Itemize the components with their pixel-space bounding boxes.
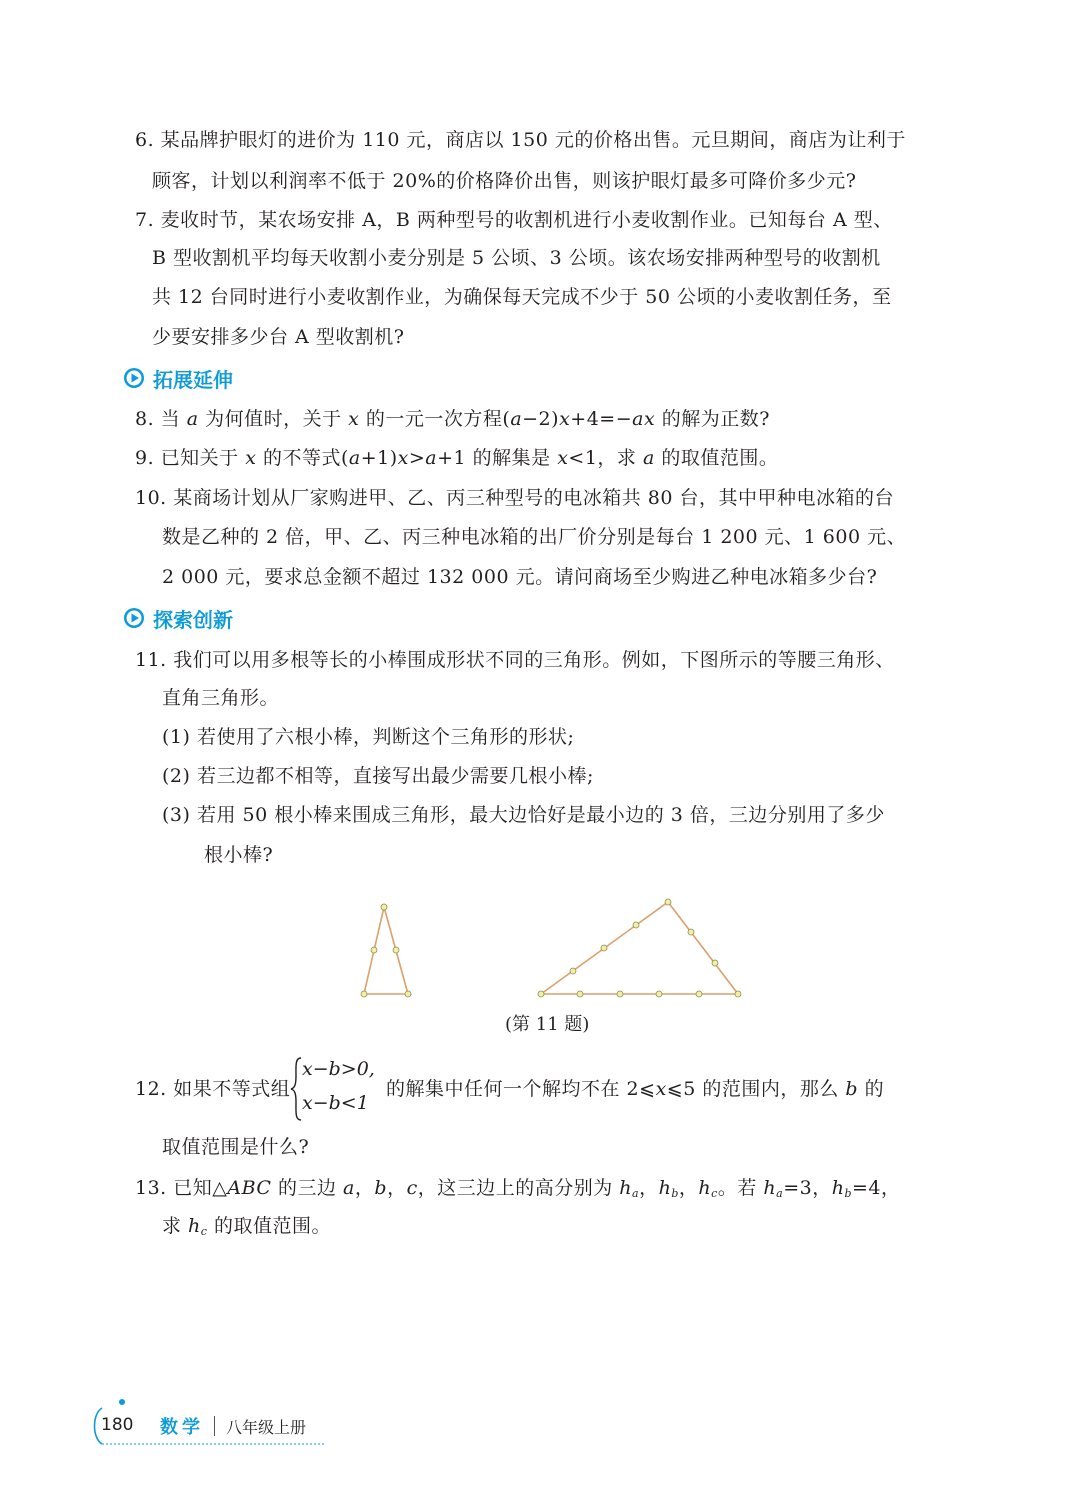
- left-brace-icon: [290, 1056, 302, 1122]
- problem-10-line-3: 2 000 元，要求总金额不超过 132 000 元。请问商场至少购进乙种电冰箱多少台?: [162, 566, 878, 588]
- inequality-system: [290, 1056, 390, 1122]
- play-circle-icon: [123, 607, 145, 629]
- problem-6-line-2: 顾客，计划以利润率不低于 20%的价格降价出售，则该护眼灯最多可降价多少元?: [152, 170, 857, 192]
- inequality-1: x−b>0,: [302, 1058, 375, 1080]
- problem-7-line-4: 少要安排多少台 A 型收割机?: [152, 326, 405, 348]
- problem-13-line-1: 13. 已知△ABC 的三边 a，b，c，这三边上的高分别为 $h_a$，$h_b$，$h_c$。若 $h_a=3$，$h_b=4$，: [135, 1177, 901, 1200]
- play-circle-icon: [123, 367, 145, 389]
- page-number: 180: [101, 1415, 134, 1435]
- isosceles-triangle: [364, 907, 408, 994]
- figure-caption: (第 11 题): [505, 1014, 590, 1035]
- problem-11-subquestion-3-line-1: (3) 若用 50 根小棒来围成三角形，最大边恰好是最小边的 3 倍，三边分别用了多少: [162, 804, 885, 826]
- problem-10-line-2: 数是乙种的 2 倍，甲、乙、丙三种电冰箱的出厂价分别是每台 1 200 元、1 600 元、: [162, 526, 907, 548]
- problem-11-line-2: 直角三角形。: [162, 687, 280, 709]
- problem-8: 8. 当 a 为何值时，关于 x 的一元一次方程(a−2)x+4=−ax 的解为正数?: [135, 408, 770, 430]
- grade-label: 八年级上册: [226, 1418, 307, 1437]
- inequality-2: x−b<1: [302, 1092, 369, 1114]
- section-heading-extension: [123, 364, 233, 392]
- section-heading-exploration: [123, 604, 233, 632]
- problem-11-subquestion-1: (1) 若使用了六根小棒，判断这个三角形的形状;: [162, 726, 575, 748]
- problem-12-line-1-rest: 的解集中任何一个解均不在 2⩽x⩽5 的范围内，那么 b 的: [386, 1078, 885, 1100]
- subject-label: 数学: [160, 1417, 204, 1438]
- problem-7-line-3: 共 12 台同时进行小麦收割作业，为确保每天完成不少于 50 公顷的小麦收割任务，至: [152, 286, 892, 308]
- right-triangle: [541, 902, 738, 994]
- problem-7-line-2: B 型收割机平均每天收割小麦分别是 5 公顷、3 公顷。该农场安排两种型号的收割机: [152, 247, 881, 269]
- problem-12-prefix: 12. 如果不等式组: [135, 1078, 291, 1100]
- footer-divider: [214, 1416, 215, 1436]
- problem-12-line-2: 取值范围是什么?: [162, 1136, 310, 1158]
- section-title: 拓展延伸: [153, 367, 233, 392]
- isosceles-triangle-joints: [361, 904, 411, 997]
- problem-10-line-1: 10. 某商场计划从厂家购进甲、乙、丙三种型号的电冰箱共 80 台，其中甲种电冰箱的台: [135, 487, 895, 509]
- triangle-sticks-figure: [350, 890, 750, 1005]
- problem-9: 9. 已知关于 x 的不等式(a+1)x>a+1 的解集是 x<1，求 a 的取值范围。: [135, 447, 779, 469]
- problem-11-subquestion-3-line-2: 根小棒?: [204, 844, 274, 866]
- right-triangle-joints: [538, 899, 741, 997]
- problem-13-line-2: 求 $h_c$ 的取值范围。: [162, 1215, 332, 1238]
- problem-7-line-1: 7. 麦收时节，某农场安排 A，B 两种型号的收割机进行小麦收割作业。已知每台 A 型、: [135, 209, 893, 231]
- problem-11-line-1: 11. 我们可以用多根等长的小棒围成形状不同的三角形。例如，下图所示的等腰三角形、: [135, 649, 895, 671]
- section-title: 探索创新: [153, 607, 233, 632]
- problem-6-line-1: 6. 某品牌护眼灯的进价为 110 元，商店以 150 元的价格出售。元旦期间，商店为让利于: [135, 129, 906, 151]
- problem-11-subquestion-2: (2) 若三边都不相等，直接写出最少需要几根小棒;: [162, 765, 594, 787]
